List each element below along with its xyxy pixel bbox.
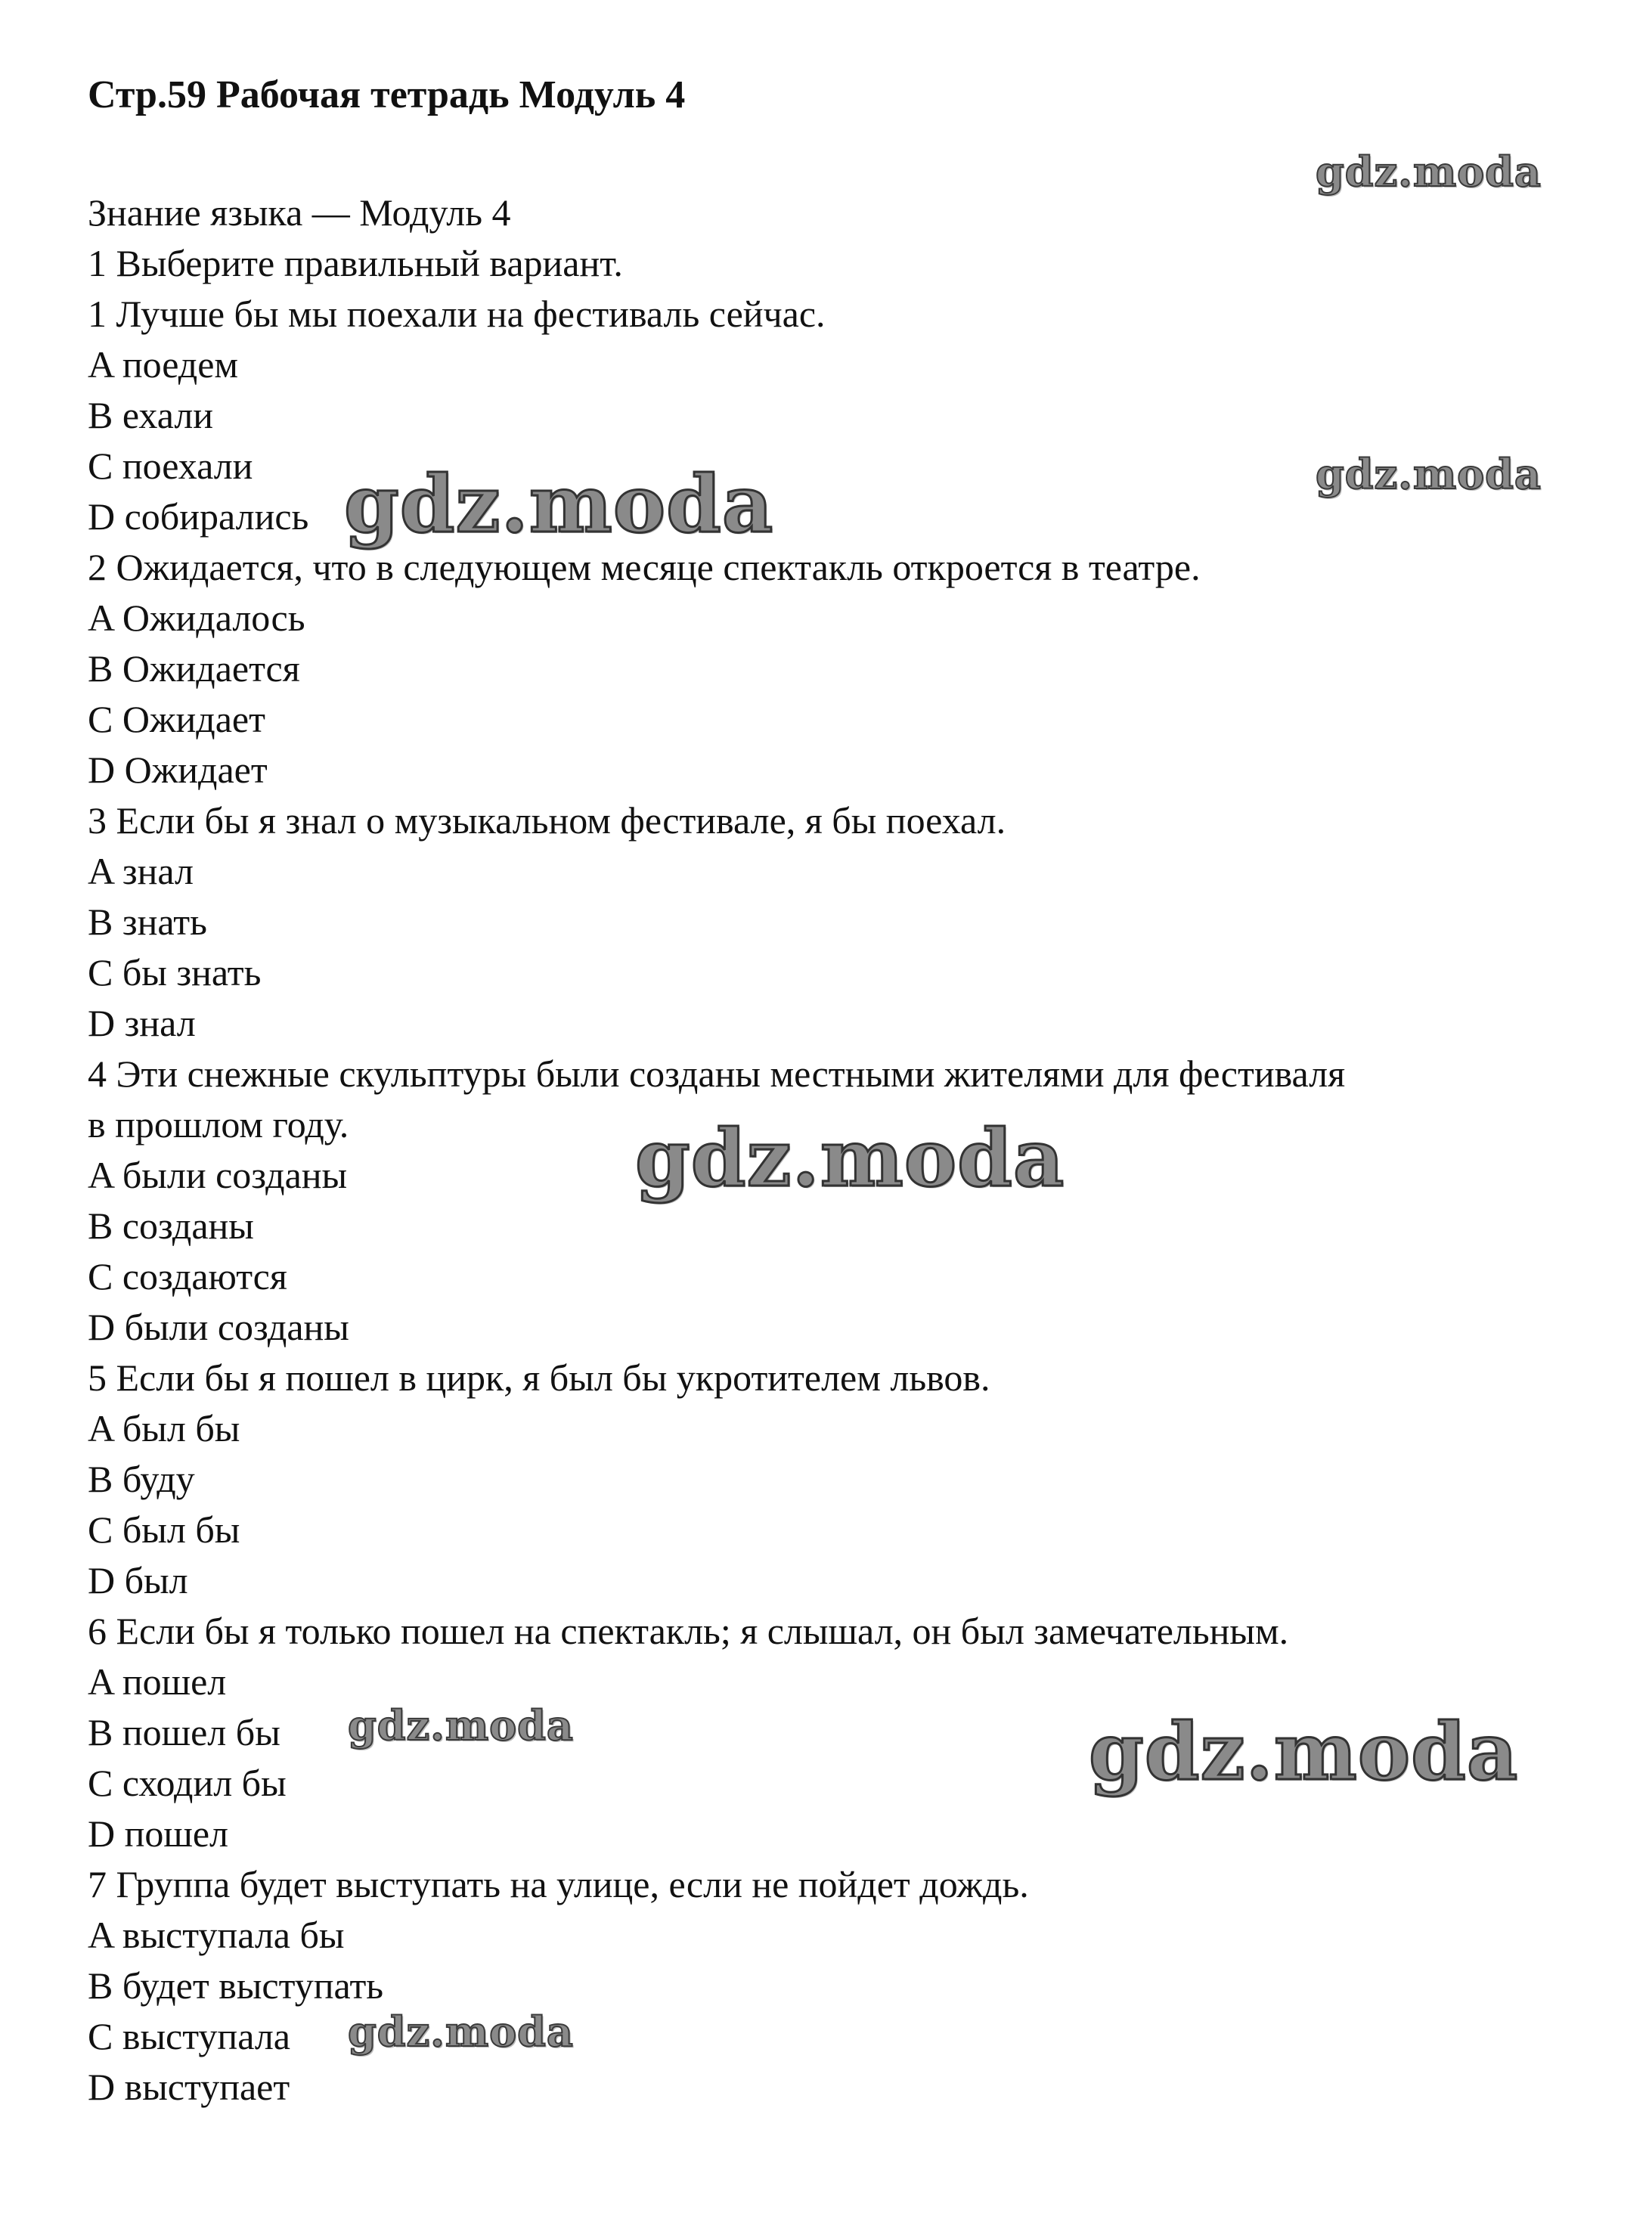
answer-option: C Ожидает [88, 698, 265, 740]
question-text: 6 Если бы я только пошел на спектакль; я слышал, он был замечательным. [88, 1610, 1289, 1652]
answer-option: C был бы [88, 1508, 240, 1551]
answer-option: C выступала [88, 2015, 290, 2057]
answer-option: D знал [88, 1002, 196, 1044]
question-block [88, 1049, 1600, 1353]
answer-option: D был [88, 1559, 188, 1601]
answer-option: C создаются [88, 1255, 287, 1297]
page-title: Стр.59 Рабочая тетрадь Модуль 4 [88, 73, 686, 116]
question-text: 5 Если бы я пошел в цирк, я был бы укротителем львов. [88, 1356, 990, 1399]
question-text: 1 Лучше бы мы поехали на фестиваль сейчас. [88, 293, 826, 335]
answer-option: B созданы [88, 1204, 254, 1247]
question-text: 3 Если бы я знал о музыкальном фестивале, я бы поехал. [88, 799, 1006, 842]
watermark-logo: gdz.moda [344, 457, 774, 550]
answer-option: A поедем [88, 343, 239, 386]
answer-option: D собирались [88, 495, 309, 538]
answer-option: A Ожидалось [88, 597, 305, 639]
exercise-instruction: 1 Выберите правильный вариант. [88, 242, 623, 284]
answer-option: C поехали [88, 445, 253, 487]
watermark-logo: gdz.moda [1316, 450, 1542, 498]
answer-option: B знать [88, 901, 207, 943]
answer-option: D были созданы [88, 1306, 349, 1348]
question-text: 2 Ожидается, что в следующем месяце спектакль откроется в театре. [88, 546, 1201, 588]
question-block [88, 795, 1600, 1049]
question-block [88, 1353, 1600, 1606]
watermark-logo: gdz.moda [1089, 1705, 1519, 1798]
question-text: 4 Эти снежные скульптуры были созданы местными жителями для фестиваля [88, 1052, 1346, 1095]
answer-option: D Ожидает [88, 749, 268, 791]
answer-option: D пошел [88, 1812, 229, 1855]
watermark-logo: gdz.moda [348, 2007, 574, 2056]
answer-option: B пошел бы [88, 1711, 280, 1753]
answer-option: B будет выступать [88, 1964, 384, 2007]
question-block [88, 289, 1600, 550]
watermark-logo: gdz.moda [348, 1701, 574, 1750]
document-body [88, 188, 1600, 2113]
answer-option: A пошел [88, 1660, 227, 1703]
question-block [88, 1606, 1600, 1859]
section-title: Знание языка — Модуль 4 [88, 191, 511, 234]
answer-option: A знал [88, 850, 194, 892]
question-text: 7 Группа будет выступать на улице, если не пойдет дождь. [88, 1863, 1029, 1905]
answer-option: B ехали [88, 394, 214, 436]
answer-option: A были созданы [88, 1154, 348, 1196]
answer-option: A был бы [88, 1407, 240, 1449]
watermark-logo: gdz.moda [635, 1111, 1065, 1204]
answer-option: C бы знать [88, 951, 262, 994]
question-block [88, 542, 1600, 795]
answer-option: A выступала бы [88, 1914, 345, 1956]
answer-option: B Ожидается [88, 647, 300, 690]
answer-option: C сходил бы [88, 1762, 287, 1804]
answer-option: B буду [88, 1458, 195, 1500]
question-block [88, 1859, 1600, 2113]
watermark-logo: gdz.moda [1316, 147, 1542, 196]
answer-option: D выступает [88, 2066, 290, 2108]
question-text-continued: в прошлом году. [88, 1103, 349, 1146]
